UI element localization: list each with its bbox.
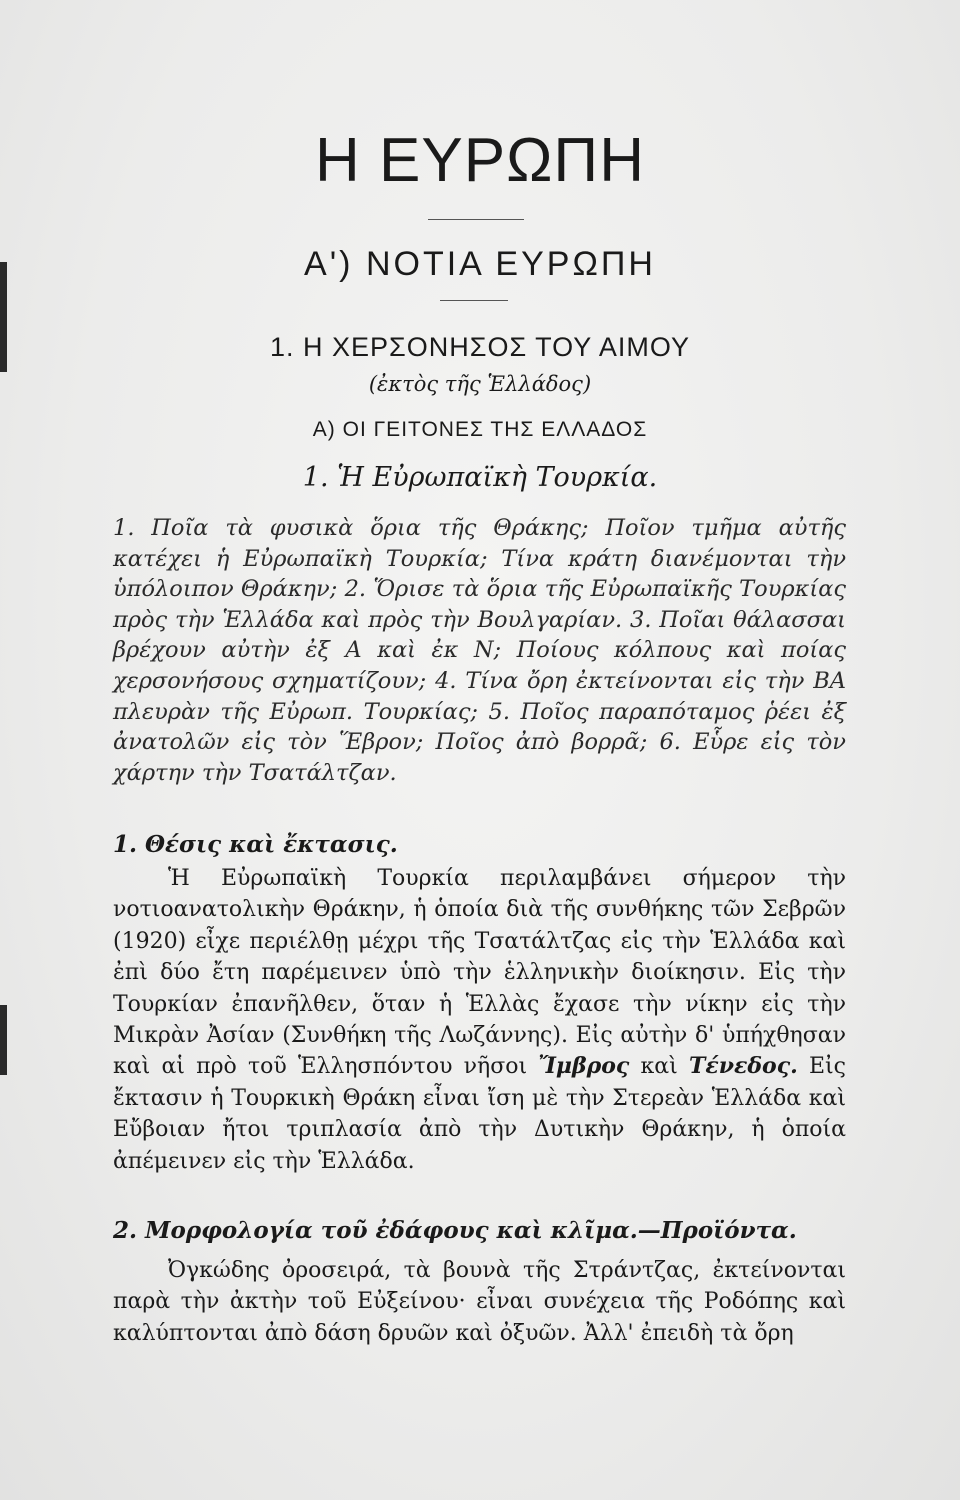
paragraph-position-extent bbox=[113, 863, 846, 1177]
chapter-subtitle: (ἐκτὸς τῆς Ἑλλάδος) bbox=[368, 372, 592, 396]
sub-heading: Α) ΟΙ ΓΕΙΤΟΝΕΣ ΤΗΣ ΕΛΛΑΔΟΣ bbox=[312, 418, 648, 441]
section-title-morphology: 2. Μορφολογία τοῦ ἐδάφους καὶ κλῖμα.—Προϊόντα. bbox=[113, 1217, 797, 1244]
section-title-position: 1. Θέσις καὶ ἔκτασις. bbox=[113, 831, 398, 858]
study-questions: 1. Ποῖα τὰ φυσικὰ ὅρια τῆς Θράκης; Ποῖον τμῆμα αὐτῆς κατέχει ἡ Εὐρωπαϊκὴ Τουρκία; Τίνα κράτη διανέμονται τὴν ὑπόλοιπον Θράκην; 2. Ὅρισε τὰ ὅρια τῆς Εὐρωπαϊκῆς Τουρκίας πρὸς τὴν Ἑλλάδα καὶ πρὸς τὴν Βουλγαρίαν. 3. Ποῖαι θάλασσαι βρέχουν αὐτὴν ἐξ Α καὶ ἐκ Ν; Ποίους κόλπους καὶ ποίας χερσονήσους σχηματίζουν; 4. Τίνα ὄρη ἐκτείνονται εἰς τὴν ΒΑ πλευρὰν τῆς Εὐρωπ. Τουρκίας; 5. Ποῖος παραπόταμος ῥέει ἐξ ἀνατολῶν εἰς τὸν Ἕβρον; Ποῖος ἀπὸ βορρᾶ; 6. Εὗρε εἰς τὸν χάρτην τὴν Τσατάλτζαν. bbox=[113, 515, 846, 786]
chapter-heading: 1. Η ΧΕΡΣΟΝΗΣΟΣ ΤΟΥ ΑΙΜΟΥ bbox=[270, 332, 690, 362]
title-divider bbox=[428, 219, 524, 220]
binding-mark bbox=[0, 1005, 7, 1075]
paragraph-text: Εἰς ἔκτασιν ἡ Τουρκικὴ Θράκη εἶναι ἴση μὲ τὴν Στερεὰν Ἑλλάδα καὶ Εὔβοιαν ἤτοι τριπλασία ἀπὸ τὴν Δυτικὴν Θράκην, ἡ ὁποία ἀπέμεινεν εἰς τὴν Ἑλλάδα. bbox=[113, 1054, 847, 1174]
paragraph-text: καὶ bbox=[640, 1054, 678, 1080]
island-name: Ἴμβρος bbox=[538, 1053, 630, 1080]
section-divider bbox=[440, 300, 508, 301]
paragraph-morphology: Ὀγκώδης ὀροσειρά, τὰ βουνὰ τῆς Στράντζας, ἐκτείνονται παρὰ τὴν ἀκτὴν τοῦ Εὐξείνου· εἶναι συνέχεια τῆς Ροδόπης καὶ καλύπτονται ἀπὸ δάση δρυῶν καὶ ὀξυῶν. Ἀλλ' ἐπειδὴ τὰ ὄρη bbox=[113, 1258, 846, 1346]
section-heading: Α') ΝΟΤΙΑ ΕΥΡΩΠΗ bbox=[304, 245, 656, 283]
island-name: Τένεδος. bbox=[688, 1053, 798, 1080]
paragraph-text: Ἡ Εὐρωπαϊκὴ Τουρκία περιλαμβάνει σήμερον τὴν νοτιοανατολικὴν Θράκην, ἡ ὁποία διὰ τῆς συνθήκης τῶν Σεβρῶν (1920) εἶχε περιέλθῃ μέχρι τῆς Τσατάλτζας εἰς τὴν Ἑλλάδα καὶ ἐπὶ δύο ἔτη παρέμεινεν ὑπὸ τὴν ἑλληνικὴν διοίκησιν. Εἰς τὴν Τουρκίαν ἐπανῆλθεν, ὅταν ἡ Ἑλλὰς ἔχασε τὴν νίκην εἰς τὴν Μικρὰν Ἀσίαν (Συνθήκη τῆς Λωζάννης). Εἰς αὐτὴν δ' ὑπήχθησαν καὶ αἱ πρὸ τοῦ Ἑλλησπόντου νῆσοι bbox=[113, 866, 846, 1080]
lesson-title: 1. Ἡ Εὐρωπαϊκὴ Τουρκία. bbox=[302, 462, 658, 493]
page-title: Η ΕΥΡΩΠΗ bbox=[315, 126, 645, 195]
